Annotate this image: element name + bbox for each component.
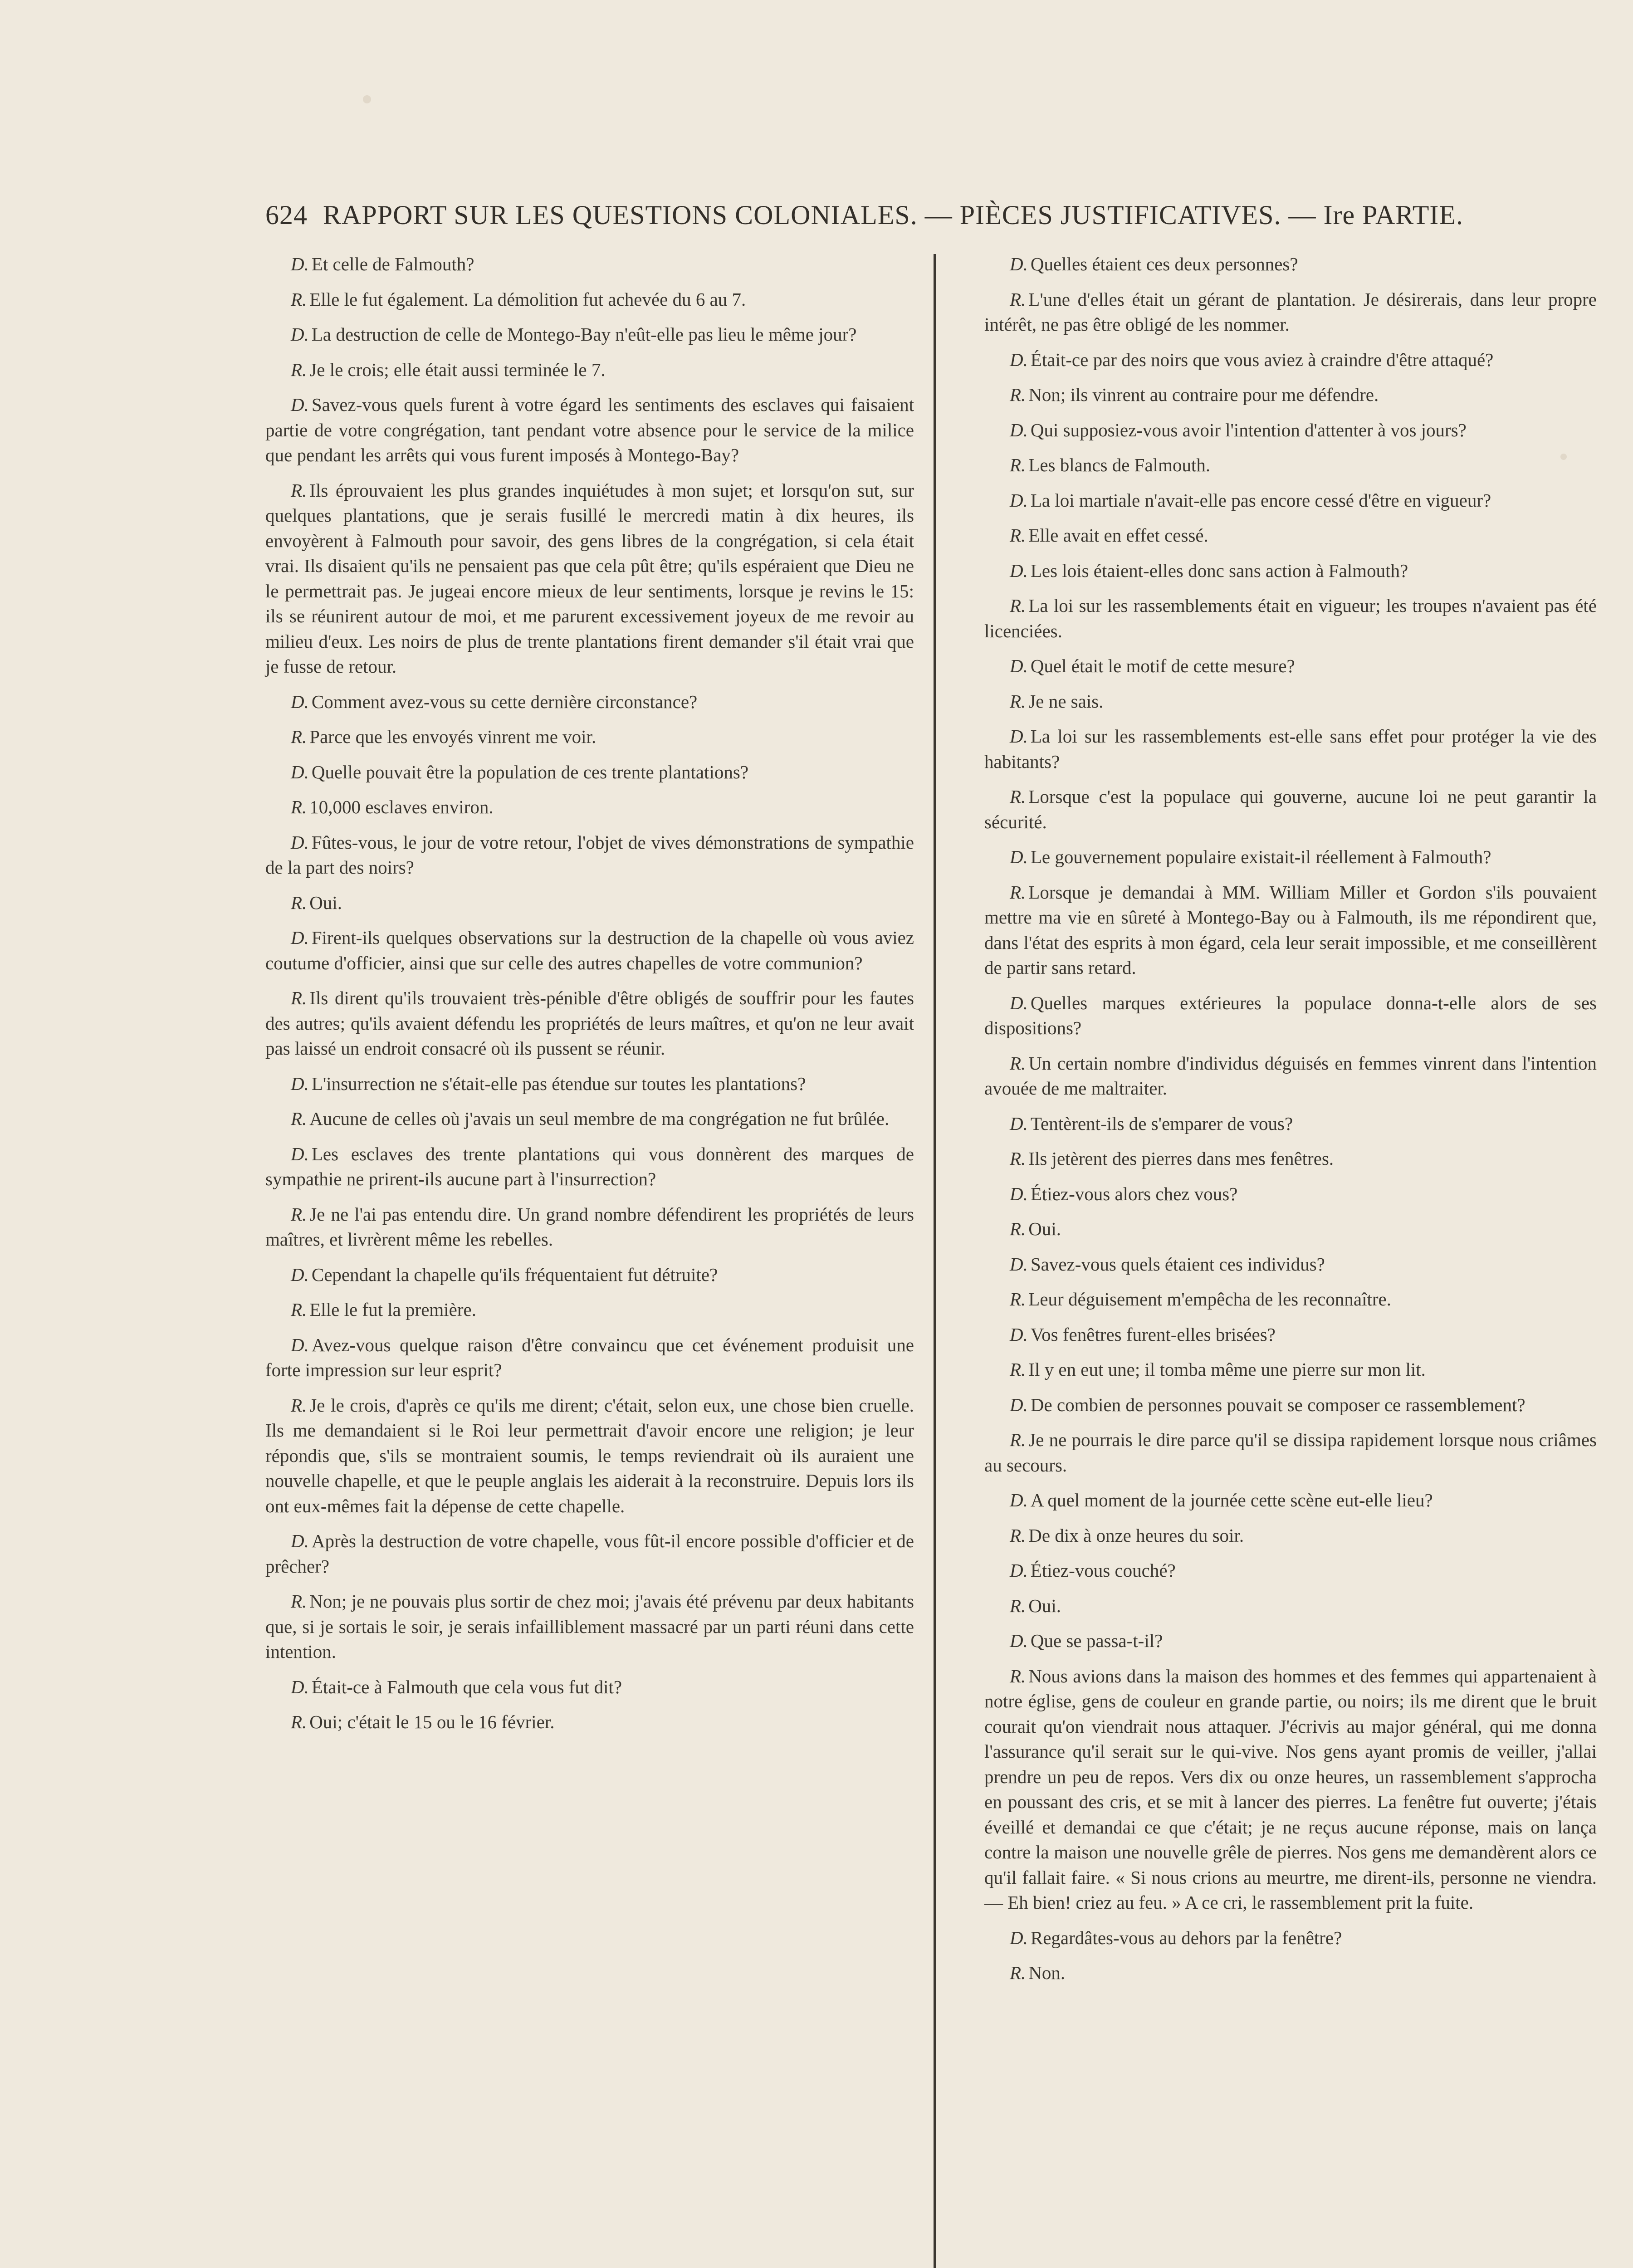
question-paragraph <box>984 1393 1597 1418</box>
paragraph-text: De dix à onze heures du soir. <box>1028 1525 1244 1546</box>
speaker-label: D. <box>291 254 309 274</box>
paragraph-text: 10,000 esclaves environ. <box>309 797 494 817</box>
paragraph-text: Un certain nombre d'individus déguisés en femmes vinrent dans l'intention avouée de me maltraiter. <box>984 1052 1597 1099</box>
right-column <box>984 252 1597 1996</box>
speaker-label: R. <box>291 359 307 380</box>
speaker-label: R. <box>1010 1962 1026 1983</box>
question-paragraph <box>984 1926 1597 1951</box>
answer-paragraph <box>984 1287 1597 1312</box>
speaker-label: R. <box>1010 1052 1026 1074</box>
speaker-label: R. <box>1010 1665 1026 1686</box>
question-paragraph <box>984 488 1597 513</box>
paragraph-text: Oui. <box>1028 1595 1061 1616</box>
paragraph-text: Lorsque je demandai à MM. William Miller et Gordon s'ils pouvaient mettre ma vie en sûreté à Montego-Bay ou à Falmouth, ils me répondirent que, dans l'état des esprits à mon égard, cela leur serait impossible, et me conseillèrent de partir sans retard. <box>984 881 1597 978</box>
paragraph-text: Quelles étaient ces deux personnes? <box>1030 254 1298 274</box>
speaker-label: R. <box>1010 1525 1026 1546</box>
paragraph-text: Étiez-vous alors chez vous? <box>1030 1183 1238 1204</box>
paragraph-text: Tentèrent-ils de s'emparer de vous? <box>1030 1113 1293 1134</box>
answer-paragraph <box>984 784 1597 835</box>
question-paragraph <box>984 1558 1597 1584</box>
speaker-label: R. <box>291 1591 307 1612</box>
paragraph-text: Il y en eut une; il tomba même une pierre sur mon lit. <box>1028 1359 1426 1380</box>
speaker-label: D. <box>291 761 309 782</box>
paragraph-text: Quel était le motif de cette mesure? <box>1030 655 1295 676</box>
answer-paragraph <box>984 1664 1597 1916</box>
paragraph-text: Ils jetèrent des pierres dans mes fenêtres. <box>1028 1148 1334 1169</box>
question-paragraph <box>265 830 914 880</box>
answer-paragraph <box>265 287 914 313</box>
paragraph-text: Était-ce à Falmouth que cela vous fut dit? <box>311 1676 622 1697</box>
answer-paragraph <box>984 453 1597 478</box>
question-paragraph <box>984 845 1597 870</box>
speaker-label: D. <box>1010 1183 1028 1204</box>
speaker-label: D. <box>1010 349 1028 370</box>
answer-paragraph <box>265 724 914 750</box>
speaker-label: D. <box>1010 1630 1028 1651</box>
speaker-label: R. <box>1010 1148 1026 1169</box>
speaker-label: D. <box>291 691 309 712</box>
answer-paragraph <box>265 1106 914 1132</box>
paragraph-text: Les blancs de Falmouth. <box>1028 455 1211 475</box>
paragraph-text: Je le crois, d'après ce qu'ils me dirent; c'était, selon eux, une chose bien cruelle. Ils me demandaient si le Roi leur permettrait d'avoir encore une religion; je leur répondis que, s'ils se montraient soumis, le temps reviendrait où ils auraient une nouvelle chapelle, et que le peuple anglais les aiderait à la reconstruire. Depuis lors ils ont eux-mêmes fait la dépense de cette chapelle. <box>265 1394 914 1516</box>
paragraph-text: Je ne sais. <box>1028 690 1104 712</box>
column-divider <box>934 254 936 2268</box>
paragraph-text: Qui supposiez-vous avoir l'intention d'attenter à vos jours? <box>1030 419 1467 440</box>
question-paragraph <box>984 1182 1597 1207</box>
answer-paragraph <box>265 478 914 679</box>
paragraph-text: Elle le fut la première. <box>309 1299 476 1320</box>
answer-paragraph <box>984 1593 1597 1619</box>
answer-paragraph <box>984 1146 1597 1172</box>
speaker-label: R. <box>1010 1359 1026 1380</box>
paragraph-text: Non. <box>1028 1962 1066 1983</box>
paragraph-text: Que se passa-t-il? <box>1030 1630 1163 1651</box>
speaker-label: R. <box>1010 595 1026 616</box>
paragraph-text: Je ne pourrais le dire parce qu'il se dissipa rapidement lorsque nous criâmes au secours. <box>984 1429 1597 1476</box>
answer-paragraph <box>984 1427 1597 1478</box>
speaker-label: D. <box>291 927 309 948</box>
paragraph-text: Parce que les envoyés vinrent me voir. <box>309 726 596 747</box>
question-paragraph <box>265 1142 914 1192</box>
speaker-label: D. <box>291 1143 309 1164</box>
paragraph-text: L'insurrection ne s'était-elle pas étendue sur toutes les plantations? <box>311 1073 806 1094</box>
question-paragraph <box>984 991 1597 1041</box>
speaker-label: R. <box>291 1299 307 1320</box>
paragraph-text: Lorsque c'est la populace qui gouverne, aucune loi ne peut garantir la sécurité. <box>984 786 1597 832</box>
paragraph-text: Savez-vous quels étaient ces individus? <box>1030 1253 1325 1275</box>
paragraph-text: Non; ils vinrent au contraire pour me défendre. <box>1028 384 1379 405</box>
paragraph-text: Le gouvernement populaire existait-il réellement à Falmouth? <box>1030 846 1491 867</box>
paragraph-text: Quelle pouvait être la population de ces trente plantations? <box>311 761 749 782</box>
paragraph-text: La destruction de celle de Montego-Bay n'eût-elle pas lieu le même jour? <box>311 324 857 345</box>
paragraph-text: Était-ce par des noirs que vous aviez à craindre d'être attaqué? <box>1030 349 1494 370</box>
speaker-label: R. <box>1010 1595 1026 1616</box>
question-paragraph <box>984 724 1597 774</box>
paragraph-text: Ils dirent qu'ils trouvaient très-pénible d'être obligés de souffrir pour les fautes des autres; qu'ils avaient défendu les propriétés de leurs maîtres, et qu'on ne leur avait pas laissé un endroit consacré où ils pussent se réunir. <box>265 987 914 1059</box>
speaker-label: D. <box>291 1334 309 1355</box>
speaker-label: R. <box>1010 455 1026 475</box>
answer-paragraph <box>984 1960 1597 1986</box>
question-paragraph <box>984 1252 1597 1277</box>
question-paragraph <box>984 418 1597 443</box>
speaker-label: D. <box>291 1676 309 1697</box>
speaker-label: D. <box>1010 1927 1028 1948</box>
answer-paragraph <box>265 1202 914 1252</box>
answer-paragraph <box>984 382 1597 408</box>
speaker-label: R. <box>1010 525 1026 546</box>
speaker-label: R. <box>1010 384 1026 405</box>
question-paragraph <box>265 392 914 468</box>
speaker-label: D. <box>291 831 309 853</box>
paragraph-text: A quel moment de la journée cette scène eut-elle lieu? <box>1030 1490 1433 1510</box>
question-paragraph <box>984 347 1597 373</box>
answer-paragraph <box>265 1710 914 1735</box>
speaker-label: D. <box>1010 1113 1028 1134</box>
paragraph-text: Nous avions dans la maison des hommes et des femmes qui appartenaient à notre église, gens de couleur en grande partie, ou noirs; ils me dirent que le bruit courait qu'on viendrait nous attaquer. J'écrivis au major général, qui me donna l'assurance qu'il serait sur le qui-vive. Nos gens ayant promis de veiller, j'allai prendre un peu de repos. Vers dix ou onze heures, un rassemblement s'approcha en poussant des cris, et se mit à lancer des pierres. La fenêtre fut ouverte; j'étais éveillé et demandai ce que c'était; je ne reçus aucune réponse, mais on lança contre la maison une nouvelle grêle de pierres. Nos gens me demandèrent alors ce qu'il fallait faire. « Si nous crions au meurtre, me dirent-ils, personne ne viendra. — Eh bien! criez au feu. » A ce cri, le rassemblement prit la fuite. <box>984 1665 1597 1913</box>
paragraph-text: Aucune de celles où j'avais un seul membre de ma congrégation ne fut brûlée. <box>309 1108 890 1129</box>
speaker-label: R. <box>291 987 307 1008</box>
speaker-label: R. <box>291 288 307 310</box>
answer-paragraph <box>265 986 914 1061</box>
speaker-label: R. <box>291 797 307 817</box>
paragraph-text: Et celle de Falmouth? <box>311 254 474 274</box>
answer-paragraph <box>265 1297 914 1323</box>
speaker-label: D. <box>1010 489 1028 511</box>
paragraph-text: Elle le fut également. La démolition fut achevée du 6 au 7. <box>309 288 746 310</box>
paragraph-text: Après la destruction de votre chapelle, vous fût-il encore possible d'officier et de prêcher? <box>265 1530 914 1577</box>
paragraph-text: Oui. <box>1028 1218 1061 1239</box>
speaker-label: R. <box>1010 881 1026 903</box>
speaker-label: D. <box>291 394 309 415</box>
question-paragraph <box>265 1529 914 1579</box>
answer-paragraph <box>984 880 1597 981</box>
running-title: RAPPORT SUR LES QUESTIONS COLONIALES. — PIÈCES JUSTIFICATIVES. — Ire PARTIE. <box>323 200 1463 230</box>
speaker-label: R. <box>1010 1429 1026 1450</box>
paragraph-text: Je le crois; elle était aussi terminée le 7. <box>309 359 606 380</box>
speaker-label: D. <box>1010 1324 1028 1345</box>
speaker-label: D. <box>1010 254 1028 274</box>
question-paragraph <box>984 558 1597 584</box>
paragraph-text: La loi sur les rassemblements est-elle sans effet pour protéger la vie des habitants? <box>984 726 1597 772</box>
speaker-label: D. <box>291 1073 309 1094</box>
paragraph-text: Savez-vous quels furent à votre égard les sentiments des esclaves qui faisaient partie de votre congrégation, tant pendant votre absence pour le service de la milice que pendant les arrêts qui vous furent imposés à Montego-Bay? <box>265 394 914 465</box>
speaker-label: D. <box>1010 1560 1028 1581</box>
question-paragraph <box>265 1262 914 1288</box>
speaker-label: D. <box>1010 1253 1028 1275</box>
paragraph-text: Leur déguisement m'empêcha de les reconnaître. <box>1028 1289 1391 1310</box>
speaker-label: R. <box>291 479 307 501</box>
paragraph-text: Firent-ils quelques observations sur la destruction de la chapelle où vous aviez coutume d'officier, ainsi que sur celle des autres chapelles de votre communion? <box>265 927 914 973</box>
paragraph-text: Je ne l'ai pas entendu dire. Un grand nombre défendirent les propriétés de leurs maîtres, et livrèrent même les rebelles. <box>265 1203 914 1250</box>
speaker-label: D. <box>291 1264 309 1285</box>
question-paragraph <box>984 252 1597 277</box>
speaker-label: R. <box>1010 1218 1026 1239</box>
answer-paragraph <box>984 1357 1597 1383</box>
speaker-label: D. <box>1010 560 1028 581</box>
paragraph-text: La loi martiale n'avait-elle pas encore cessé d'être en vigueur? <box>1030 489 1491 511</box>
speaker-label: D. <box>1010 846 1028 867</box>
question-paragraph <box>265 760 914 785</box>
paragraph-text: Fûtes-vous, le jour de votre retour, l'objet de vives démonstrations de sympathie de la part des noirs? <box>265 831 914 878</box>
speaker-label: D. <box>1010 655 1028 676</box>
speaker-label: D. <box>1010 1490 1028 1510</box>
speaker-label: R. <box>291 1394 307 1416</box>
question-paragraph <box>984 1628 1597 1654</box>
question-paragraph <box>984 654 1597 679</box>
speaker-label: R. <box>1010 1289 1026 1310</box>
answer-paragraph <box>265 357 914 383</box>
answer-paragraph <box>984 593 1597 644</box>
answer-paragraph <box>265 890 914 916</box>
speaker-label: D. <box>1010 726 1028 747</box>
paragraph-text: Oui. <box>309 892 342 913</box>
question-paragraph <box>265 689 914 715</box>
paragraph-text: L'une d'elles était un gérant de plantation. Je désirerais, dans leur propre intérêt, ne pas être obligé de les nommer. <box>984 288 1597 335</box>
page-header <box>265 200 1545 231</box>
speaker-label: R. <box>291 1108 307 1129</box>
speaker-label: D. <box>291 1530 309 1551</box>
answer-paragraph <box>984 1523 1597 1549</box>
paragraph-text: Quelles marques extérieures la populace donna-t-elle alors de ses dispositions? <box>984 992 1597 1038</box>
paragraph-text: Les lois étaient-elles donc sans action à Falmouth? <box>1030 560 1408 581</box>
paragraph-text: La loi sur les rassemblements était en vigueur; les troupes n'avaient pas été licenciées. <box>984 595 1597 641</box>
paragraph-text: De combien de personnes pouvait se composer ce rassemblement? <box>1030 1394 1525 1415</box>
paragraph-text: Étiez-vous couché? <box>1030 1560 1176 1581</box>
speaker-label: R. <box>1010 288 1026 310</box>
left-column <box>265 252 914 1745</box>
paragraph-text: Regardâtes-vous au dehors par la fenêtre? <box>1030 1927 1342 1948</box>
paragraph-text: Avez-vous quelque raison d'être convaincu que cet événement produisit une forte impression sur leur esprit? <box>265 1334 914 1380</box>
paragraph-text: Elle avait en effet cessé. <box>1028 525 1208 546</box>
answer-paragraph <box>265 1393 914 1519</box>
answer-paragraph <box>984 287 1597 337</box>
speaker-label: D. <box>291 324 309 345</box>
speaker-label: D. <box>1010 1394 1028 1415</box>
question-paragraph <box>265 1333 914 1383</box>
question-paragraph <box>265 1675 914 1700</box>
speaker-label: R. <box>1010 786 1026 807</box>
question-paragraph <box>984 1322 1597 1348</box>
paper-speck <box>363 95 371 103</box>
answer-paragraph <box>984 523 1597 548</box>
speaker-label: R. <box>1010 690 1026 712</box>
speaker-label: R. <box>291 892 307 913</box>
question-paragraph <box>265 252 914 277</box>
speaker-label: R. <box>291 1711 307 1732</box>
question-paragraph <box>265 322 914 347</box>
answer-paragraph <box>265 795 914 820</box>
page-number: 624 <box>265 200 308 230</box>
speaker-label: R. <box>291 726 307 747</box>
question-paragraph <box>984 1488 1597 1513</box>
paragraph-text: Cependant la chapelle qu'ils fréquentaient fut détruite? <box>311 1264 718 1285</box>
paragraph-text: Oui; c'était le 15 ou le 16 février. <box>309 1711 555 1732</box>
paragraph-text: Non; je ne pouvais plus sortir de chez moi; j'avais été prévenu par deux habitants que, si je sortais le soir, je serais infailliblement massacré par un parti réuni dans cette intention. <box>265 1591 914 1662</box>
paragraph-text: Vos fenêtres furent-elles brisées? <box>1030 1324 1276 1345</box>
paragraph-text: Ils éprouvaient les plus grandes inquiétudes à mon sujet; et lorsqu'on sut, sur quelques plantations, que je serais fusillé le mercredi matin à dix heures, ils envoyèrent à Falmouth pour savoir, des gens libres de la congrégation, si cela était vrai. Ils disaient qu'ils ne pensaient pas que cela pût être; qu'ils espéraient que Dieu ne le permettrait pas. Je jugeai encore mieux de leur sentiments, lorsque je revins le 15: ils se réunirent autour de moi, et me parurent excessivement joyeux de me revoir au milieu d'eux. Les noirs de plus de trente plantations firent demander s'il était vrai que je fusse de retour. <box>265 479 914 677</box>
speaker-label: D. <box>1010 992 1028 1013</box>
paragraph-text: Comment avez-vous su cette dernière circonstance? <box>311 691 698 712</box>
speaker-label: D. <box>1010 419 1028 440</box>
answer-paragraph <box>265 1589 914 1665</box>
paragraph-text: Les esclaves des trente plantations qui vous donnèrent des marques de sympathie ne prirent-ils aucune part à l'insurrection? <box>265 1143 914 1189</box>
answer-paragraph <box>984 689 1597 714</box>
question-paragraph <box>265 925 914 976</box>
answer-paragraph <box>984 1051 1597 1101</box>
speaker-label: R. <box>291 1203 307 1225</box>
question-paragraph <box>265 1071 914 1097</box>
question-paragraph <box>984 1111 1597 1137</box>
answer-paragraph <box>984 1217 1597 1242</box>
